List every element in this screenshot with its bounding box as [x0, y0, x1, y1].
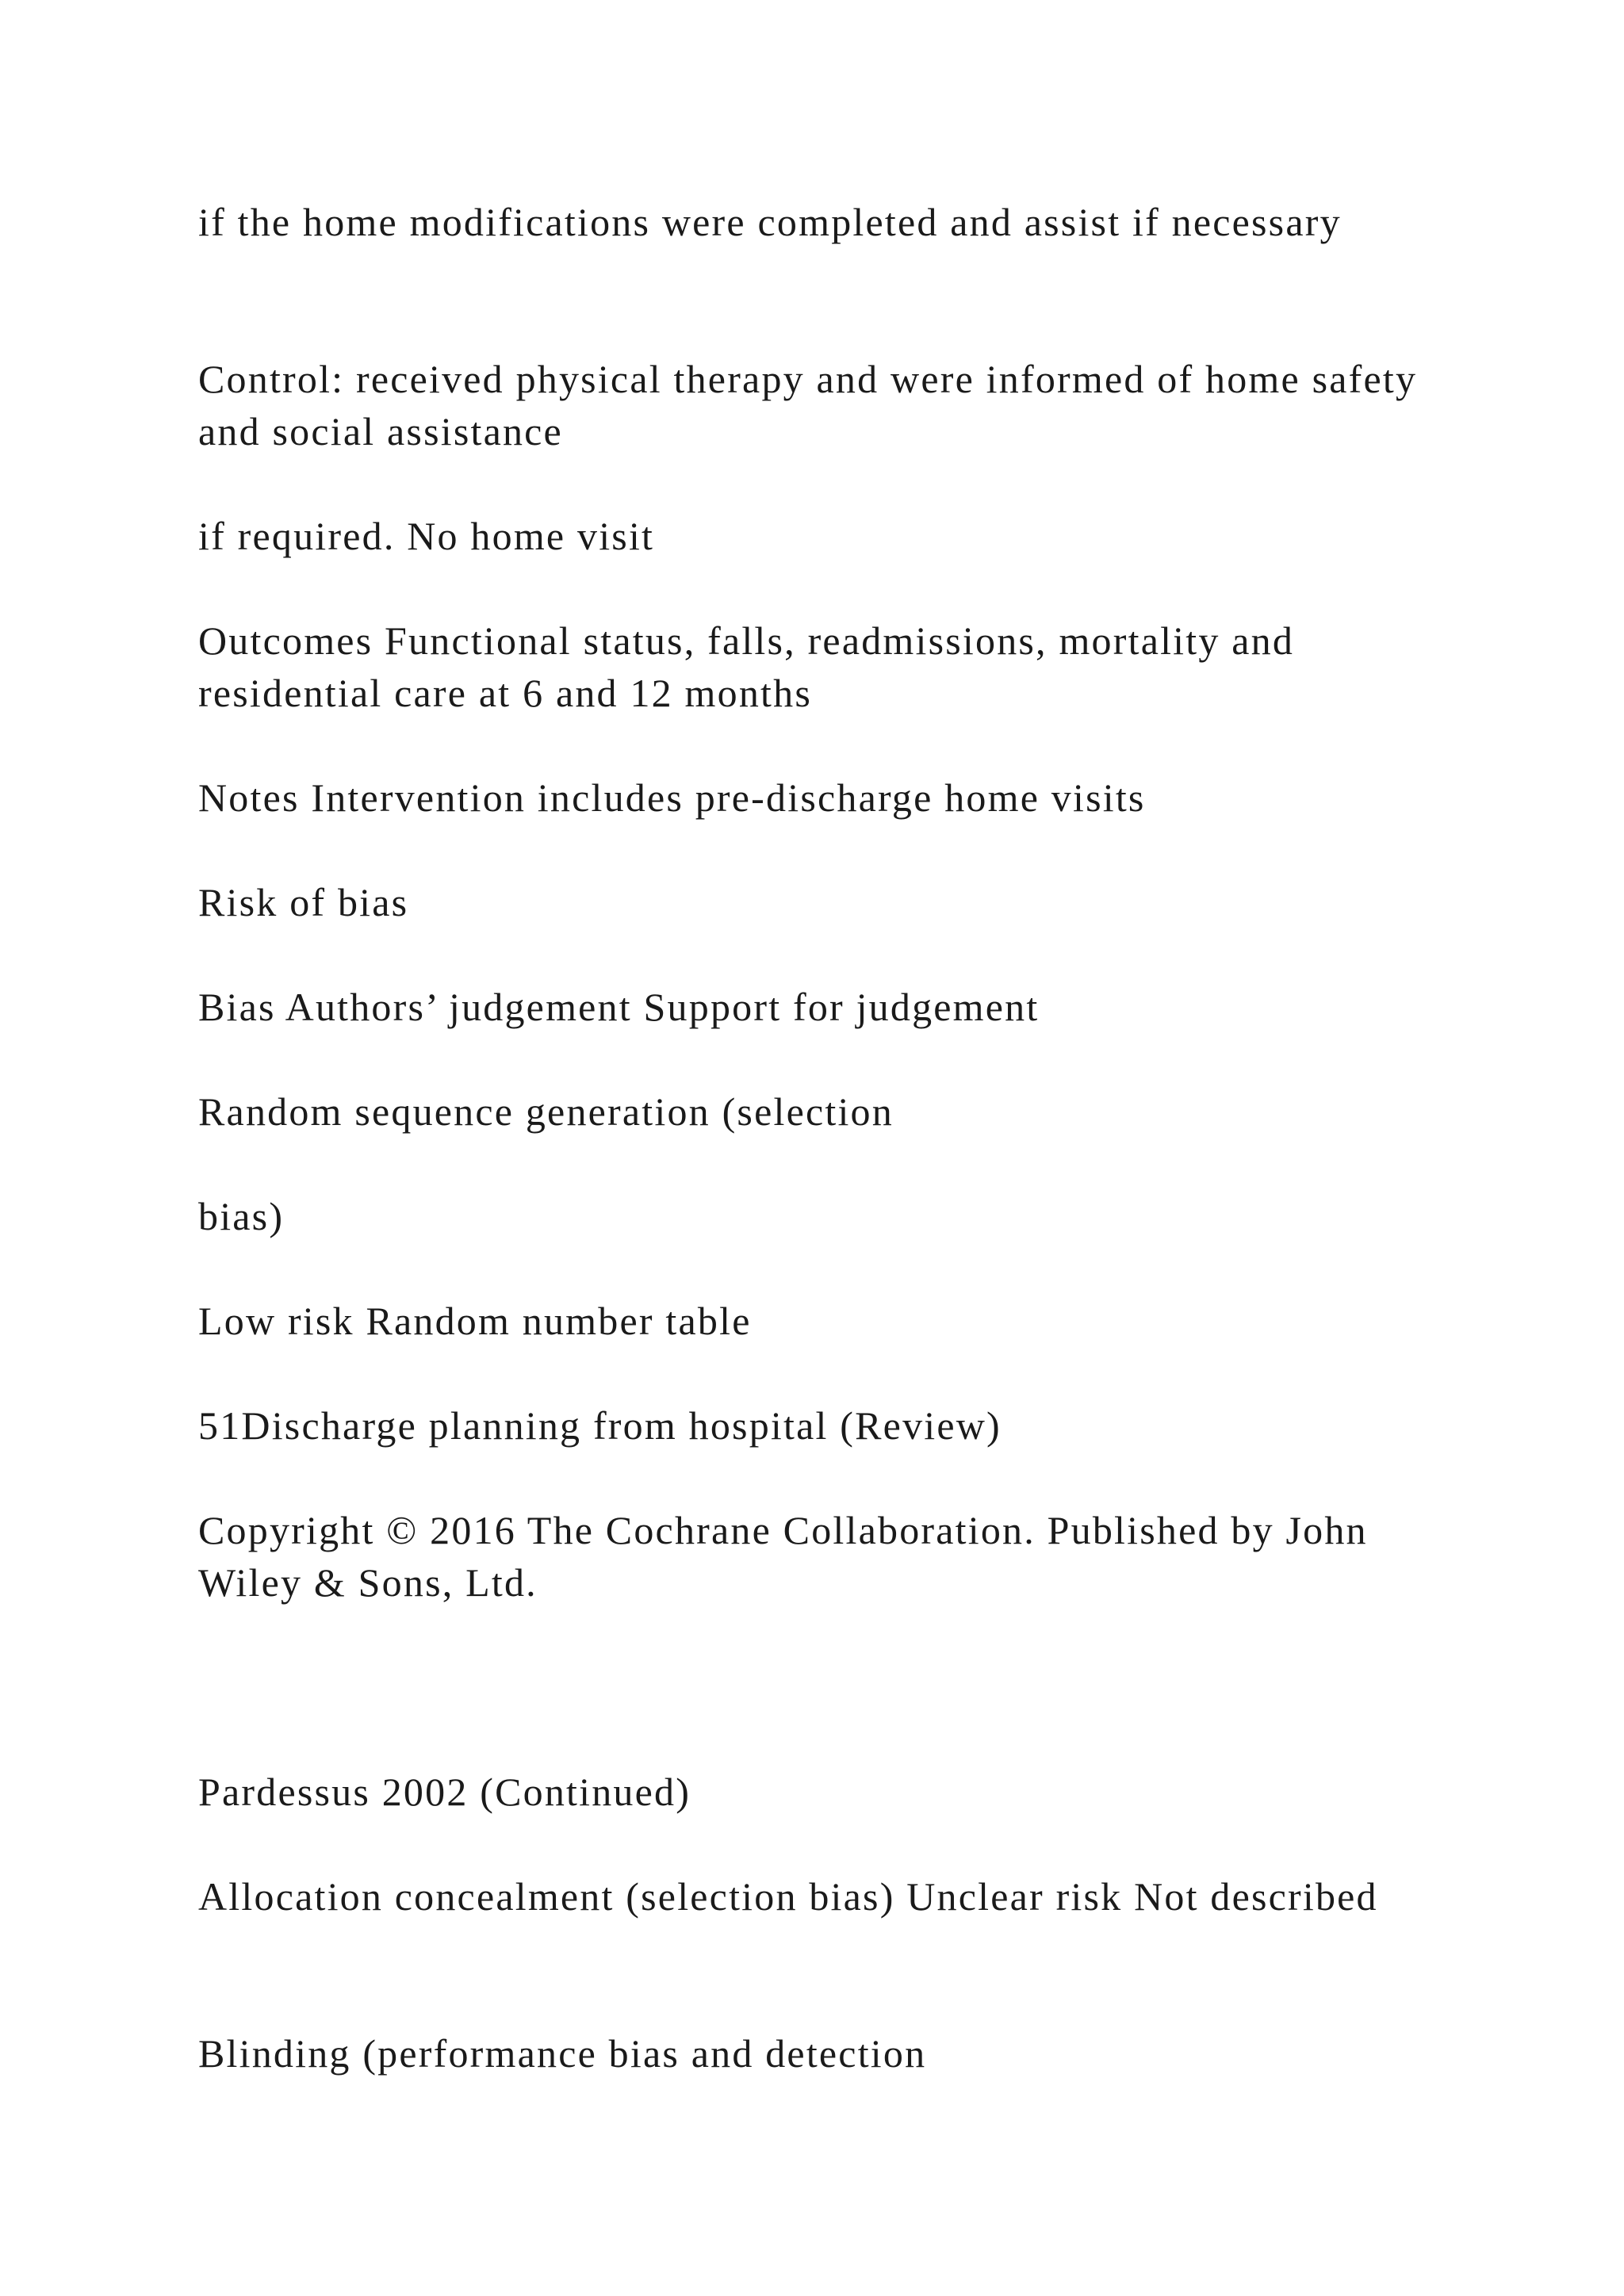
- paragraph-outcomes: Outcomes Functional status, falls, readmissions, mortality and residential care at 6 and 12 months: [198, 618, 1295, 715]
- continued-heading: Pardessus 2002 (Continued): [198, 1770, 691, 1814]
- paragraph-no-home-visit: if required. No home visit: [198, 514, 655, 558]
- row-random-sequence-cont: bias): [198, 1194, 285, 1238]
- paragraph-notes: Notes Intervention includes pre-discharge home visits: [198, 775, 1146, 820]
- row-blinding: Blinding (performance bias and detection: [198, 2031, 927, 2076]
- paragraph-control: Control: received physical therapy and were informed of home safety and social assistance: [198, 357, 1418, 453]
- table-header-row: Bias Authors’ judgement Support for judgement: [198, 985, 1040, 1029]
- row-low-risk: Low risk Random number table: [198, 1299, 752, 1343]
- row-allocation-concealment: Allocation concealment (selection bias) Unclear risk Not described: [198, 1874, 1378, 1919]
- paragraph-home-modifications: if the home modifications were completed and assist if necessary: [198, 200, 1342, 244]
- row-random-sequence: Random sequence generation (selection: [198, 1089, 894, 1134]
- copyright-notice: Copyright © 2016 The Cochrane Collaboration. Published by John Wiley & Sons, Ltd.: [198, 1508, 1368, 1605]
- page-footer-title: 51Discharge planning from hospital (Review): [198, 1403, 1002, 1448]
- heading-risk-of-bias: Risk of bias: [198, 880, 409, 924]
